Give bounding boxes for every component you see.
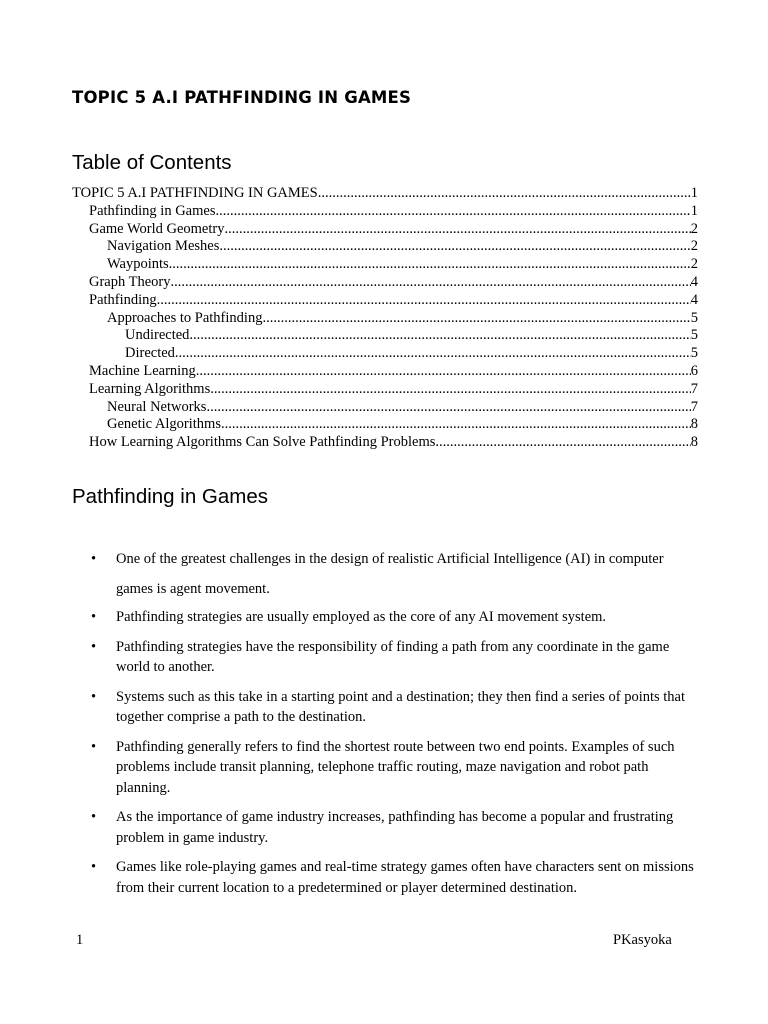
toc-entry-page: 1 [690, 202, 698, 219]
toc-entry-page: 4 [690, 291, 698, 308]
toc-entry-title: Waypoints [107, 256, 169, 273]
toc-dot-leader [219, 238, 690, 256]
section-heading: Pathfinding in Games [72, 485, 269, 508]
toc-dot-leader [224, 221, 690, 239]
bullet-icon: • [91, 609, 97, 625]
toc-entry-page: 8 [690, 434, 698, 451]
toc-entry-title: Pathfinding [89, 291, 157, 308]
toc-entry[interactable] [72, 345, 698, 363]
toc-entry[interactable] [72, 256, 698, 274]
footer-page-number: 1 [76, 932, 84, 948]
bullet-icon: • [91, 688, 97, 705]
bullet-item [72, 807, 700, 848]
bullet-item [72, 545, 700, 604]
bullet-icon: • [91, 809, 97, 825]
table-of-contents [72, 185, 698, 452]
toc-entry-page: 1 [690, 185, 698, 201]
toc-entry-page: 8 [690, 416, 698, 433]
toc-entry-title: Game World Geometry [89, 220, 225, 237]
toc-dot-leader [157, 292, 691, 310]
toc-dot-leader [221, 416, 691, 434]
toc-entry-title: Directed [125, 345, 175, 362]
toc-entry-title: TOPIC 5 A.I PATHFINDING IN GAMES [72, 185, 318, 201]
toc-dot-leader [318, 185, 691, 203]
toc-entry-page: 7 [690, 398, 698, 415]
toc-entry-page: 2 [690, 256, 698, 273]
bullet-item [72, 637, 700, 678]
toc-dot-leader [196, 363, 691, 381]
toc-entry-page: 4 [690, 273, 698, 290]
toc-dot-leader [435, 434, 690, 452]
bullet-text: As the importance of game industry increases, pathfinding has become a popular and frustrating problem in game industry. [116, 809, 674, 846]
toc-dot-leader [170, 274, 690, 292]
toc-entry-title: Graph Theory [89, 273, 171, 290]
toc-entry-page: 6 [690, 362, 698, 379]
toc-entry[interactable] [72, 363, 698, 381]
toc-entry[interactable] [72, 399, 698, 417]
toc-dot-leader [189, 327, 690, 345]
toc-entry-title: Undirected [125, 327, 190, 344]
toc-entry[interactable] [72, 416, 698, 434]
document-title: TOPIC 5 A.I PATHFINDING IN GAMES [72, 88, 412, 107]
toc-entry-title: Learning Algorithms [89, 380, 211, 397]
bullet-item [72, 857, 700, 898]
toc-entry[interactable] [72, 238, 698, 256]
toc-dot-leader [210, 381, 691, 399]
toc-dot-leader [169, 256, 691, 274]
toc-entry-title: Machine Learning [89, 362, 196, 379]
bullet-text: One of the greatest challenges in the design of realistic Artificial Intelligence (AI) in computer games is agent movement. [116, 551, 664, 597]
bullet-icon: • [91, 859, 97, 875]
toc-entry[interactable] [72, 381, 698, 399]
bullet-item [72, 687, 700, 728]
toc-entry[interactable] [72, 221, 698, 239]
bullet-item [72, 607, 700, 628]
bullet-icon: • [91, 551, 97, 567]
bullet-text: Games like role-playing games and real-time strategy games often have characters sent on missions from their current location to a predetermined or player determined destination. [116, 859, 694, 896]
toc-entry-page: 5 [690, 309, 698, 326]
toc-dot-leader [262, 310, 690, 328]
toc-entry-page: 7 [690, 380, 698, 397]
toc-entry[interactable] [72, 327, 698, 345]
toc-entry[interactable] [72, 274, 698, 292]
toc-entry[interactable] [72, 185, 698, 203]
toc-dot-leader [206, 399, 690, 417]
bullet-icon: • [91, 738, 97, 755]
toc-entry[interactable] [72, 203, 698, 221]
toc-entry[interactable] [72, 434, 698, 452]
bullet-text: Pathfinding strategies are usually employed as the core of any AI movement system. [116, 609, 607, 625]
toc-entry-title: Genetic Algorithms [107, 416, 221, 433]
toc-dot-leader [215, 203, 690, 221]
toc-dot-leader [175, 345, 691, 363]
bullet-text: Systems such as this take in a starting point and a destination; they then find a series of points that together comprise a path to the destination. [116, 688, 686, 725]
toc-entry-title: Pathfinding in Games [89, 202, 216, 219]
toc-entry-page: 5 [690, 345, 698, 362]
toc-entry-page: 5 [690, 327, 698, 344]
bullet-list [72, 545, 700, 907]
toc-entry-title: Approaches to Pathfinding [107, 309, 263, 326]
toc-entry-title: Navigation Meshes [107, 238, 220, 255]
bullet-icon: • [91, 638, 97, 655]
toc-entry-page: 2 [690, 220, 698, 237]
footer-author: PKasyoka [613, 932, 672, 948]
toc-heading: Table of Contents [72, 151, 232, 174]
toc-entry[interactable] [72, 292, 698, 310]
toc-entry[interactable] [72, 310, 698, 328]
toc-entry-title: Neural Networks [107, 398, 207, 415]
bullet-text: Pathfinding strategies have the responsibility of finding a path from any coordinate in the game world to another. [116, 638, 670, 675]
toc-entry-page: 2 [690, 238, 698, 255]
toc-entry-title: How Learning Algorithms Can Solve Pathfinding Problems [89, 434, 436, 451]
bullet-item [72, 737, 700, 799]
bullet-text: Pathfinding generally refers to find the shortest route between two end points. Examples of such problems include transit planning, telephone traffic routing, maze navigation and robot path planning. [116, 738, 675, 796]
